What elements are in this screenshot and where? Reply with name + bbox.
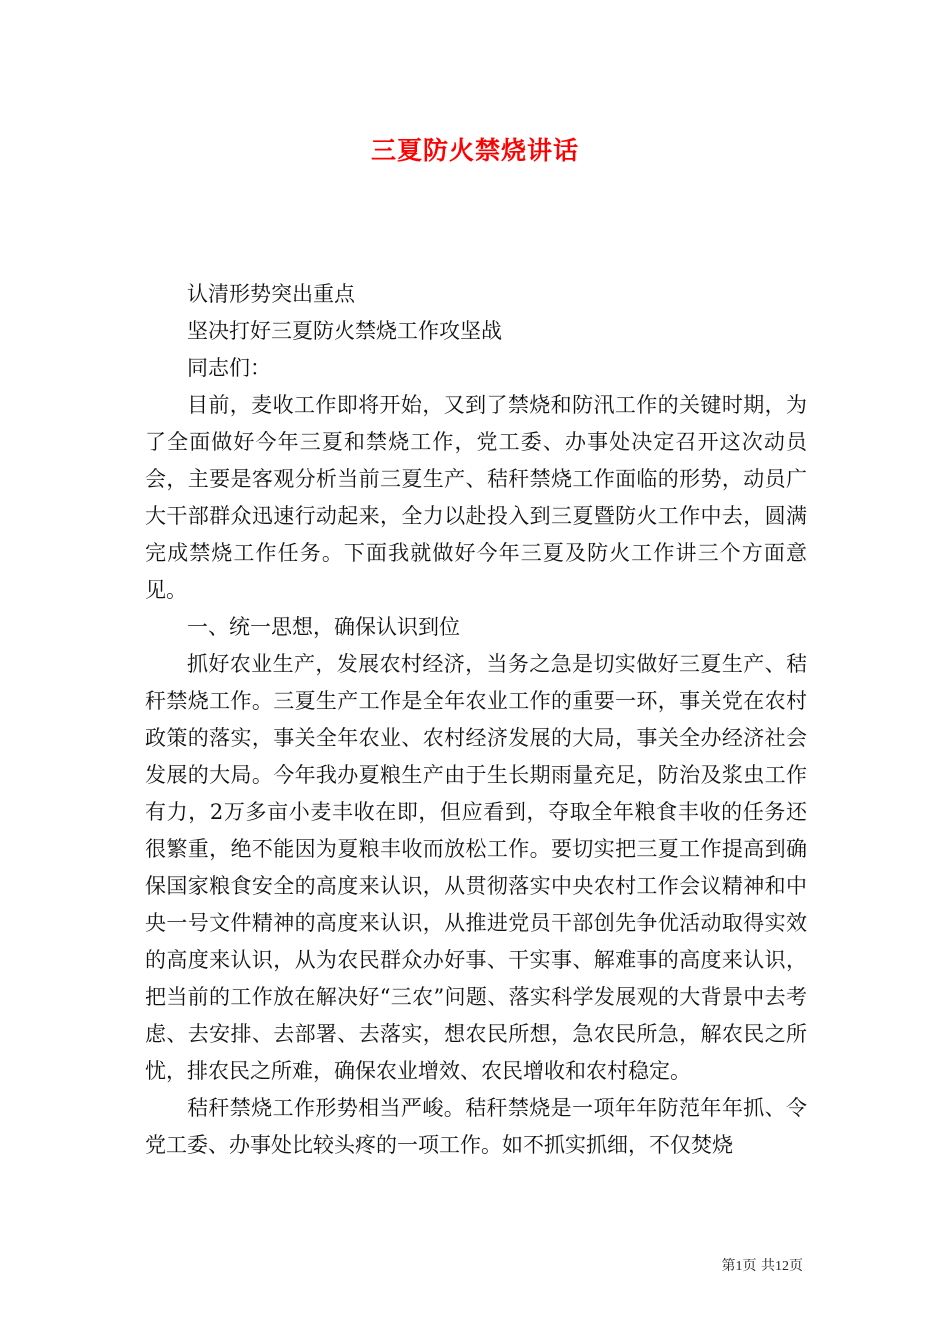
- paragraph: 秸秆禁烧工作形势相当严峻。秸秆禁烧是一项年年防范年年抓、令党工委、办事处比较头疼的一项工作。如不抓实抓细，不仅焚烧: [145, 1096, 807, 1157]
- paragraph-subtitle-1: 认清形势突出重点: [187, 282, 355, 306]
- footer-prefix: 第: [721, 1258, 736, 1274]
- paragraph: 抓好农业生产，发展农村经济，当务之急是切实做好三夏生产、秸秆禁烧工作。三夏生产工作是全年农业工作的重要一环，事关党在农村政策的落实，事关全年农业、农村经济发展的大局，事关全办经济社会发展的大局。今年我办夏粮生产由于生长期雨量充足，防治及浆虫工作有力，2万多亩小麦丰收在即，但应看到，夺取全年粮食丰收的任务还很繁重，绝不能因为夏粮丰收而放松工作。要切实把三夏工作提高到确保国家粮食安全的高度来认识，从贯彻落实中央农村工作会议精神和中央一号文件精神的高度来认识，从推进党员干部创先争优活动取得实效的高度来认识，从为农民群众办好事、干实事、解难事的高度来认识，把当前的工作放在解决好“三农”问题、落实科学发展观的大背景中去考虑、去安排、去部署、去落实，想农民所想，急农民所急，解农民之所忧，排农民之所难，确保农业增效、农民增收和农村稳定。: [145, 652, 807, 1083]
- footer-page-number: 1: [735, 1259, 743, 1274]
- paragraph-subtitle-2: 坚决打好三夏防火禁烧工作攻坚战: [187, 319, 502, 343]
- footer-total-pages: 12: [775, 1259, 789, 1274]
- footer-suffix: 页: [789, 1258, 803, 1274]
- footer-middle: 页 共: [742, 1258, 775, 1274]
- paragraph-salutation: 同志们：: [187, 356, 271, 380]
- document-title: 三夏防火禁烧讲话: [370, 136, 579, 165]
- paragraph: 目前，麦收工作即将开始，又到了禁烧和防汛工作的关键时期，为了全面做好今年三夏和禁烧工作，党工委、办事处决定召开这次动员会，主要是客观分析当前三夏生产、秸秆禁烧工作面临的形势，动员广大干部群众迅速行动起来，全力以赴投入到三夏暨防火工作中去，圆满完成禁烧工作任务。下面我就做好今年三夏及防火工作讲三个方面意见。: [145, 393, 807, 602]
- page-number-footer: [722, 1255, 803, 1275]
- document-body: [145, 276, 807, 1164]
- section-heading: 一、统一思想，确保认识到位: [187, 615, 460, 639]
